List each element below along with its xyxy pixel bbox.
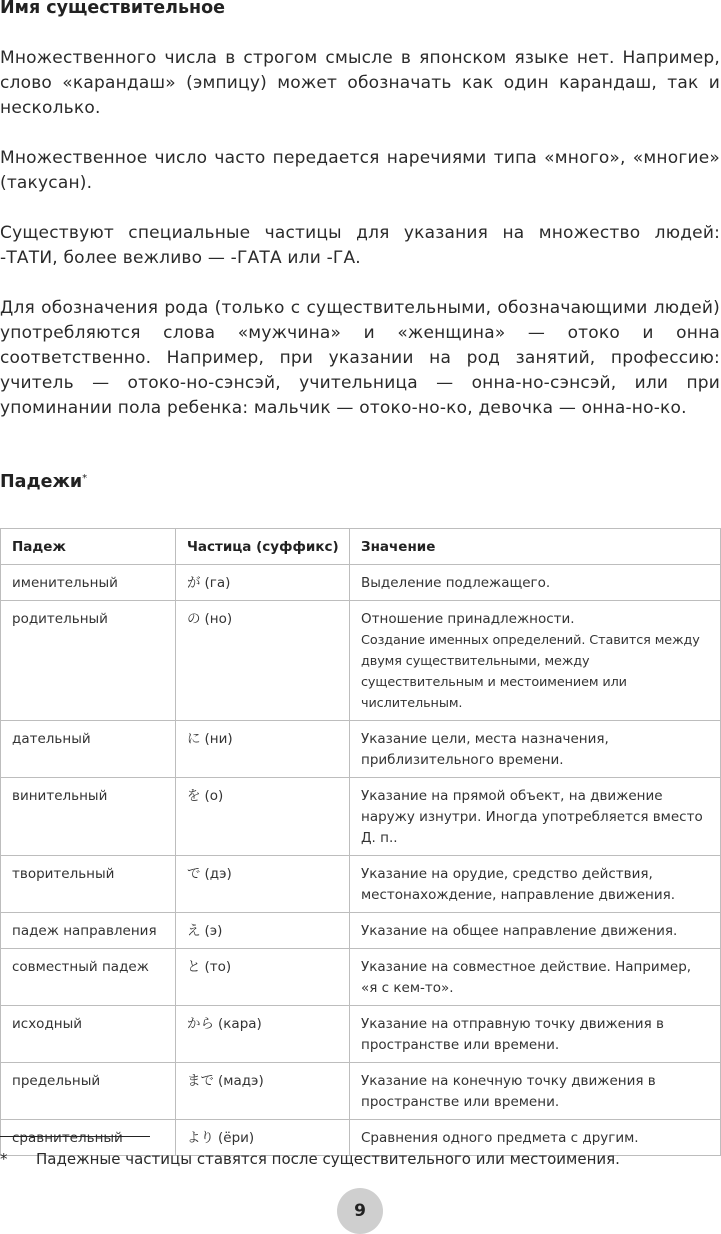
particle-kana: から [187,1016,214,1032]
header-particle: Частица (суффикс) [176,529,350,565]
table-row [1,949,721,1006]
particle-kana: と [187,959,201,975]
case-name: предельный [1,1063,176,1120]
table-row [1,856,721,913]
page-number: 9 [337,1188,383,1234]
section-title-noun: Имя существительное [0,0,226,18]
section-title-cases [0,471,87,493]
footnote-divider [0,1136,150,1137]
footnote [0,1148,620,1170]
case-name: именительный [1,565,176,601]
particle-cell [176,913,350,949]
particle-kana: の [187,611,201,627]
footnote-mark: * [0,1150,8,1168]
meaning-cell: Указание на общее направление движения. [350,913,721,949]
case-name: сравнительный [1,1120,176,1156]
case-name: совместный падеж [1,949,176,1006]
particle-kana: で [187,866,201,882]
table-row [1,1063,721,1120]
paragraph-adverbs: Множественное число часто передается наречиями типа «много», «многие» (такусан). [0,148,720,193]
particle-reading: (кара) [218,1016,262,1032]
paragraph-plural: Множественного числа в строгом смысле в японском языке нет. Например, слово «карандаш» (эмпицу) может обозначать как один карандаш, так и несколько. [0,48,720,118]
particle-kana: え [187,923,201,939]
footnote-reference: * [82,473,88,484]
case-name: дательный [1,721,176,778]
particle-reading: (дэ) [204,866,232,882]
particle-cell [176,1063,350,1120]
meaning-text: Отношение принадлежности. [361,611,575,627]
header-case: Падеж [1,529,176,565]
section-title-cases-text: Падежи [0,472,83,492]
meaning-extra-text: Создание именных определений. Ставится между двумя существительными, между существительным и местоимением или числительным. [361,633,700,711]
particle-kana: が [187,575,201,591]
particle-reading: (ни) [204,731,233,747]
particle-cell [176,565,350,601]
case-name: родительный [1,601,176,721]
meaning-cell: Указание на орудие, средство действия, местонахождение, направление движения. [350,856,721,913]
paragraph-gender: Для обозначения рода (только с существительными, обозначающими людей) употребляются слова «мужчина» и «женщина» — отоко и онна соответственно. Например, при указании на род занятий, профессию: учитель — отоко-но-сэнсэй, учительница — онна-но-сэнсэй, или при упоминании пола ребенка: мальчик — отоко-но-ко, девочка — онна-но-ко. [0,298,720,418]
particle-cell [176,949,350,1006]
particle-reading: (га) [204,575,231,591]
meaning-cell: Выделение подлежащего. [350,565,721,601]
table-row [1,721,721,778]
particle-kana: に [187,731,201,747]
table-row [1,1006,721,1063]
particle-reading: (мадэ) [218,1073,264,1089]
cases-table [0,528,721,1156]
case-name: исходный [1,1006,176,1063]
meaning-cell: Сравнения одного предмета с другим. [350,1120,721,1156]
meaning-cell: Указание на прямой объект, на движение наружу изнутри. Иногда употребляется вместо Д. п.. [350,778,721,856]
particle-cell [176,601,350,721]
particle-reading: (то) [204,959,232,975]
meaning-cell: Указание на отправную точку движения в пространстве или времени. [350,1006,721,1063]
case-name: творительный [1,856,176,913]
particle-cell [176,721,350,778]
table-row [1,565,721,601]
meaning-cell: Указание на конечную точку движения в пространстве или времени. [350,1063,721,1120]
particle-cell [176,856,350,913]
particle-reading: (о) [204,788,224,804]
table-row [1,778,721,856]
particle-reading: (ёри) [218,1130,255,1146]
particle-kana: を [187,788,201,804]
table-row [1,913,721,949]
table-row [1,601,721,721]
paragraph-particles: Существуют специальные частицы для указания на множество людей: -ТАТИ, более вежливо — -ГАТА или -ГА. [0,223,720,268]
particle-kana: より [187,1130,214,1146]
particle-cell [176,1006,350,1063]
header-meaning: Значение [350,529,721,565]
meaning-cell: Указание цели, места назначения, приблизительного времени. [350,721,721,778]
meaning-cell [350,601,721,721]
particle-cell [176,778,350,856]
meaning-cell: Указание на совместное действие. Например, «я с кем-то». [350,949,721,1006]
table-header-row [1,529,721,565]
footnote-text: Падежные частицы ставятся после существительного или местоимения. [36,1150,620,1168]
case-name: падеж направления [1,913,176,949]
case-name: винительный [1,778,176,856]
particle-reading: (э) [204,923,223,939]
particle-reading: (но) [204,611,233,627]
particle-kana: まで [187,1073,214,1089]
